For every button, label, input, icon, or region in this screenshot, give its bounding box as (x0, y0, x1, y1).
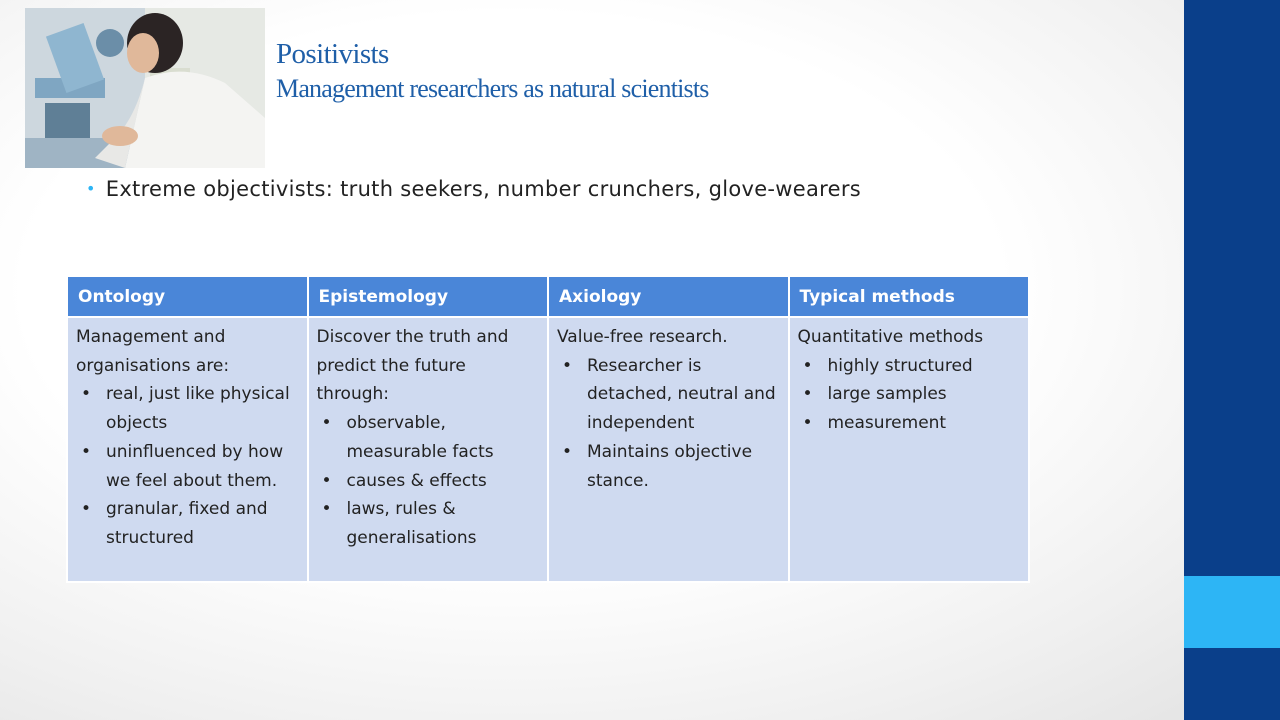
cell-epistemology (308, 317, 549, 582)
cell-list (557, 352, 780, 496)
list-item: • Researcher is detached, neutral and independent (557, 352, 780, 438)
list-item: • laws, rules & generalisations (317, 495, 540, 552)
slide-subtitle: Management researchers as natural scientists (276, 74, 709, 103)
header-typical-methods: Typical methods (789, 276, 1030, 317)
table-row (67, 317, 1029, 582)
cell-intro: Discover the truth and predict the future through: (316, 327, 509, 405)
cell-list (798, 352, 1021, 438)
main-bullet-text: Extreme objectivists: truth seekers, number crunchers, glove-wearers (105, 177, 862, 201)
list-item: • causes & effects (317, 467, 540, 496)
cell-intro: Value-free research. (557, 327, 728, 347)
header-epistemology: Epistemology (308, 276, 549, 317)
cell-typical-methods (789, 317, 1030, 582)
title-block (276, 36, 709, 106)
list-item: • granular, fixed and structured (76, 495, 299, 552)
list-item: • measurement (798, 409, 1021, 438)
table-header-row (67, 276, 1029, 317)
header-ontology: Ontology (67, 276, 308, 317)
paradigm-table (66, 275, 1030, 583)
cell-intro: Management and organisations are: (76, 327, 230, 376)
cell-intro: Quantitative methods (797, 327, 984, 347)
slide-title: Positivists (276, 38, 389, 70)
cell-ontology (67, 317, 308, 582)
bullet-dot-icon: • (86, 179, 96, 198)
cell-list (76, 380, 299, 552)
cell-axiology (548, 317, 789, 582)
list-item: • large samples (798, 380, 1021, 409)
list-item: • real, just like physical objects (76, 380, 299, 437)
list-item: • Maintains objective stance. (557, 438, 780, 495)
cell-list (317, 409, 540, 553)
main-bullet (86, 177, 861, 201)
list-item: • highly structured (798, 352, 1021, 381)
right-accent-block (1184, 576, 1280, 648)
scientist-microscope-photo (25, 8, 265, 168)
list-item: • uninfluenced by how we feel about them. (76, 438, 299, 495)
header-axiology: Axiology (548, 276, 789, 317)
list-item: • observable, measurable facts (317, 409, 540, 466)
